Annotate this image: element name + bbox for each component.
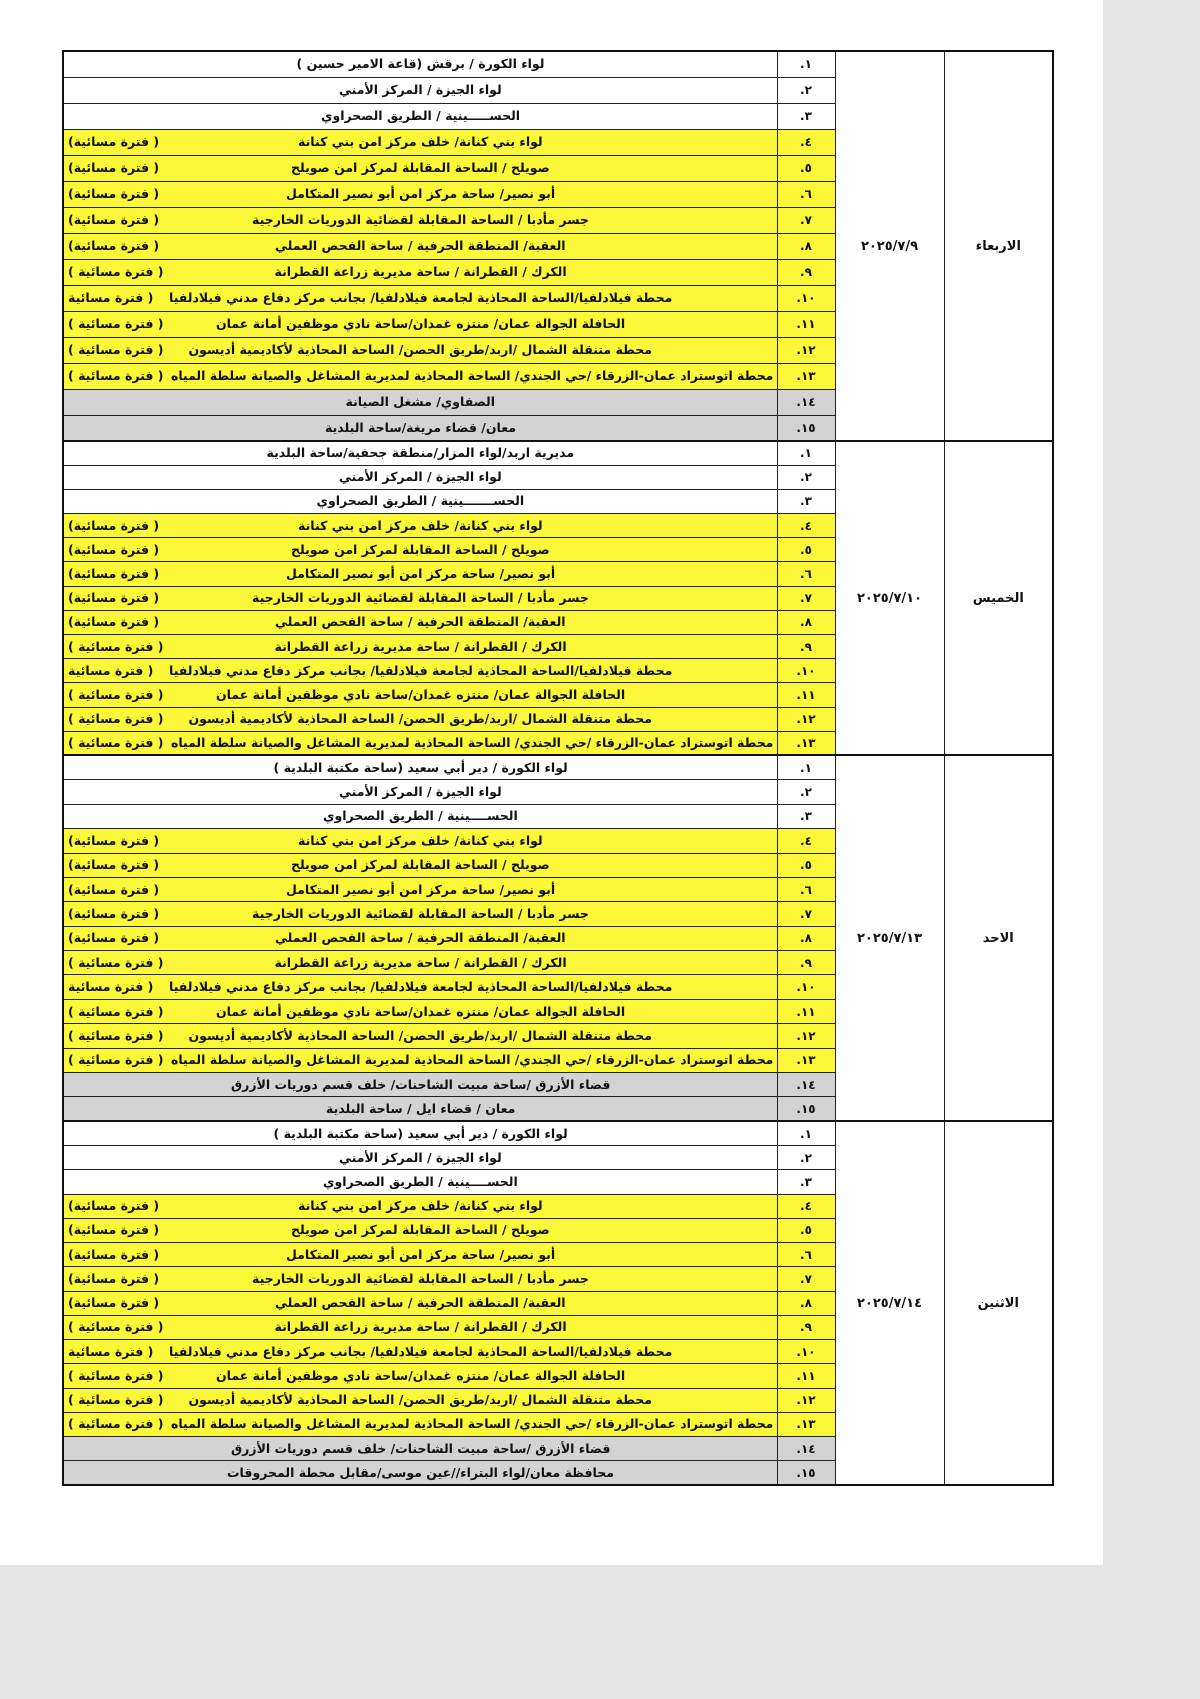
location-text: الحســـــينية / الطريق الصحراوي <box>321 107 521 123</box>
evening-period-note: ( فترة مسائية ) <box>68 1003 164 1019</box>
location-text: لواء بني كنانة/ خلف مركز امن بني كنانة <box>298 133 543 149</box>
evening-period-note: ( فترة مسائية ) <box>68 734 164 750</box>
location-cell <box>63 181 777 207</box>
location-text: صويلح / الساحة المقابلة لمركز امن صويلح <box>291 856 550 872</box>
evening-period-note: ( فترة مسائية) <box>68 1222 160 1238</box>
row-number: ٦. <box>777 562 835 586</box>
location-text: محطة فيلادلفيا/الساحة المحاذية لجامعة فيلادلفيا/ بجانب مركز دفاع مدني فيلادلفيا <box>169 662 673 678</box>
row-number: ٧. <box>777 1267 835 1291</box>
row-number: ٢. <box>777 1146 835 1170</box>
row-number: ١٠. <box>777 285 835 311</box>
location-cell <box>63 155 777 181</box>
schedule-row <box>63 441 1053 465</box>
schedule-row <box>63 1121 1053 1145</box>
date-cell: ٢٠٢٥/٧/٩ <box>835 51 944 441</box>
location-cell <box>63 1340 777 1364</box>
day-cell: الخميس <box>944 441 1053 755</box>
location-text: قضاء الأزرق /ساحة مبيت الشاحنات/ خلف قسم دوريات الأزرق <box>231 1440 611 1456</box>
location-cell <box>63 538 777 562</box>
row-number: ١٢. <box>777 1024 835 1048</box>
location-text: العقبة/ المنطقة الحرفية / ساحة الفحص العملي <box>275 614 566 630</box>
location-text: لواء الجيزة / المركز الأمني <box>339 783 502 799</box>
location-cell <box>63 586 777 610</box>
location-text: محافظة معان/لواء البتراء//عين موسى/مقابل محطة المحروقات <box>227 1464 614 1480</box>
row-number: ١٥. <box>777 1461 835 1485</box>
row-number: ١. <box>777 51 835 77</box>
evening-period-note: ( فترة مسائية) <box>68 1197 160 1213</box>
row-number: ٥. <box>777 1218 835 1242</box>
location-text: لواء الكورة / برقش (قاعة الامير حسين ) <box>296 56 545 71</box>
day-cell: الاثنين <box>944 1121 1053 1485</box>
location-text: جسر مأدبا / الساحة المقابلة لقضائية الدوريات الخارجية <box>252 1270 589 1286</box>
row-number: ١٢. <box>777 337 835 363</box>
location-cell <box>63 804 777 828</box>
evening-period-note: ( فترة مسائية) <box>68 133 160 149</box>
location-cell <box>63 311 777 337</box>
location-cell <box>63 755 777 779</box>
evening-period-note: ( فترة مسائية ) <box>68 341 164 357</box>
location-text: الحافلة الجوالة عمان/ منتزه غمدان/ساحة نادي موظفين أمانة عمان <box>216 686 626 702</box>
location-text: صويلح / الساحة المقابلة لمركز امن صويلح <box>291 541 550 557</box>
row-number: ٦. <box>777 877 835 901</box>
evening-period-note: ( فترة مسائية) <box>68 832 160 848</box>
row-number: ١٣. <box>777 1048 835 1072</box>
location-cell <box>63 1146 777 1170</box>
location-cell <box>63 1194 777 1218</box>
row-number: ١٠. <box>777 659 835 683</box>
location-cell <box>63 683 777 707</box>
location-cell <box>63 465 777 489</box>
evening-period-note: ( فترة مسائية) <box>68 1270 160 1286</box>
location-cell <box>63 1218 777 1242</box>
evening-period-note: ( فترة مسائية <box>68 1343 154 1359</box>
location-cell <box>63 1170 777 1194</box>
day-cell: الاربعاء <box>944 51 1053 441</box>
location-text: جسر مأدبا / الساحة المقابلة لقضائية الدوريات الخارجية <box>252 589 589 605</box>
evening-period-note: ( فترة مسائية ) <box>68 954 164 970</box>
location-text: الحســــينية / الطريق الصحراوي <box>323 808 518 824</box>
evening-period-note: ( فترة مسائية <box>68 978 154 994</box>
evening-period-note: ( فترة مسائية ) <box>68 1416 164 1432</box>
evening-period-note: ( فترة مسائية) <box>68 905 160 921</box>
row-number: ١١. <box>777 683 835 707</box>
location-cell <box>63 1121 777 1145</box>
row-number: ١٤. <box>777 1073 835 1097</box>
row-number: ١٠. <box>777 975 835 999</box>
location-text: لواء الجيزة / المركز الأمني <box>339 81 502 97</box>
location-cell <box>63 1437 777 1461</box>
location-text: لواء بني كنانة/ خلف مركز امن بني كنانة <box>298 832 543 848</box>
location-text: العقبة/ المنطقة الحرفية / ساحة الفحص العملي <box>275 1294 566 1310</box>
location-text: الكرك / القطرانة / ساحة مديرية زراعة القطرانة <box>274 638 567 654</box>
date-cell: ٢٠٢٥/٧/١٠ <box>835 441 944 755</box>
location-cell <box>63 1073 777 1097</box>
day-cell: الاحد <box>944 755 1053 1121</box>
row-number: ١. <box>777 1121 835 1145</box>
evening-period-note: ( فترة مسائية ) <box>68 263 164 279</box>
location-cell <box>63 1461 777 1485</box>
row-number: ٢. <box>777 780 835 804</box>
location-text: لواء الجيزة / المركز الأمني <box>339 469 502 485</box>
location-text: محطة اتوستراد عمان-الزرقاء /حي الجندي/ الساحة المحاذية لمديرية المشاغل والصيانة سلطة المياه <box>171 1416 774 1432</box>
location-text: جسر مأدبا / الساحة المقابلة لقضائية الدوريات الخارجية <box>252 905 589 921</box>
evening-period-note: ( فترة مسائية <box>68 289 154 305</box>
row-number: ١٥. <box>777 1097 835 1121</box>
location-cell <box>63 1412 777 1436</box>
location-cell <box>63 514 777 538</box>
location-text: أبو نصير/ ساحة مركز امن أبو نصير المتكامل <box>286 565 556 581</box>
location-cell <box>63 103 777 129</box>
location-text: أبو نصير/ ساحة مركز امن أبو نصير المتكامل <box>286 185 556 201</box>
evening-period-note: ( فترة مسائية ) <box>68 367 164 383</box>
location-cell <box>63 853 777 877</box>
location-cell <box>63 635 777 659</box>
row-number: ٣. <box>777 1170 835 1194</box>
schedule-row <box>63 755 1053 779</box>
location-cell <box>63 610 777 634</box>
row-number: ٩. <box>777 1315 835 1339</box>
row-number: ٨. <box>777 233 835 259</box>
location-text: الحســـــــينية / الطريق الصحراوي <box>316 493 525 509</box>
evening-period-note: ( فترة مسائية) <box>68 565 160 581</box>
location-cell <box>63 337 777 363</box>
location-text: صويلح / الساحة المقابلة لمركز امن صويلح <box>291 1222 550 1238</box>
location-cell <box>63 829 777 853</box>
location-cell <box>63 51 777 77</box>
location-text: لواء الجيزة / المركز الأمني <box>339 1149 502 1165</box>
row-number: ٦. <box>777 181 835 207</box>
row-number: ٨. <box>777 926 835 950</box>
evening-period-note: ( فترة مسائية) <box>68 517 160 533</box>
location-text: الحافلة الجوالة عمان/ منتزه غمدان/ساحة نادي موظفين أمانة عمان <box>216 1367 626 1383</box>
evening-period-note: ( فترة مسائية ) <box>68 1367 164 1383</box>
location-cell <box>63 999 777 1023</box>
row-number: ٤. <box>777 514 835 538</box>
row-number: ١١. <box>777 999 835 1023</box>
location-cell <box>63 207 777 233</box>
location-text: محطة فيلادلفيا/الساحة المحاذية لجامعة فيلادلفيا/ بجانب مركز دفاع مدني فيلادلفيا <box>169 1343 673 1359</box>
row-number: ١٤. <box>777 389 835 415</box>
location-cell <box>63 1315 777 1339</box>
location-text: محطة اتوستراد عمان-الزرقاء /حي الجندي/ الساحة المحاذية لمديرية المشاغل والصيانة سلطة المياه <box>171 1052 774 1068</box>
location-text: الحافلة الجوالة عمان/ منتزه غمدان/ساحة نادي موظفين أمانة عمان <box>216 315 626 331</box>
location-cell <box>63 1097 777 1121</box>
row-number: ٤. <box>777 829 835 853</box>
location-cell <box>63 363 777 389</box>
schedule-body <box>63 51 1053 1485</box>
location-cell <box>63 415 777 441</box>
location-text: لواء بني كنانة/ خلف مركز امن بني كنانة <box>298 1197 543 1213</box>
evening-period-note: ( فترة مسائية ) <box>68 638 164 654</box>
location-text: العقبة/ المنطقة الحرفية / ساحة الفحص العملي <box>275 930 566 946</box>
location-text: لواء الكورة / دير أبي سعيد (ساحة مكتبة البلدية ) <box>273 1125 568 1141</box>
location-cell <box>63 1267 777 1291</box>
row-number: ١١. <box>777 1364 835 1388</box>
row-number: ٨. <box>777 610 835 634</box>
location-text: الكرك / القطرانة / ساحة مديرية زراعة القطرانة <box>274 954 567 970</box>
evening-period-note: ( فترة مسائية) <box>68 211 160 227</box>
location-cell <box>63 707 777 731</box>
location-text: العقبة/ المنطقة الحرفية / ساحة الفحص العملي <box>275 237 566 253</box>
location-text: أبو نصير/ ساحة مركز امن أبو نصير المتكامل <box>286 881 556 897</box>
row-number: ١٥. <box>777 415 835 441</box>
location-text: الكرك / القطرانة / ساحة مديرية زراعة القطرانة <box>274 1319 567 1335</box>
location-cell <box>63 1291 777 1315</box>
location-cell <box>63 975 777 999</box>
row-number: ٥. <box>777 155 835 181</box>
row-number: ١٤. <box>777 1437 835 1461</box>
row-number: ٧. <box>777 586 835 610</box>
date-cell: ٢٠٢٥/٧/١٤ <box>835 1121 944 1485</box>
location-text: قضاء الأزرق /ساحة مبيت الشاحنات/ خلف قسم دوريات الأزرق <box>231 1076 611 1092</box>
location-cell <box>63 1364 777 1388</box>
row-number: ١٣. <box>777 363 835 389</box>
location-cell <box>63 780 777 804</box>
location-text: لواء الكورة / دير أبي سعيد (ساحة مكتبة البلدية ) <box>273 759 568 775</box>
location-cell <box>63 129 777 155</box>
evening-period-note: ( فترة مسائية ) <box>68 315 164 331</box>
row-number: ٣. <box>777 804 835 828</box>
location-cell <box>63 1048 777 1072</box>
evening-period-note: ( فترة مسائية) <box>68 881 160 897</box>
location-cell <box>63 285 777 311</box>
location-text: صويلح / الساحة المقابلة لمركز امن صويلح <box>291 159 550 175</box>
evening-period-note: ( فترة مسائية ) <box>68 1391 164 1407</box>
evening-period-note: ( فترة مسائية ) <box>68 710 164 726</box>
row-number: ٧. <box>777 902 835 926</box>
row-number: ٥. <box>777 853 835 877</box>
row-number: ٢. <box>777 77 835 103</box>
evening-period-note: ( فترة مسائية) <box>68 614 160 630</box>
row-number: ١٠. <box>777 1340 835 1364</box>
row-number: ٩. <box>777 259 835 285</box>
row-number: ١. <box>777 441 835 465</box>
location-cell <box>63 1243 777 1267</box>
location-text: معان / قضاء ايل / ساحة البلدية <box>326 1100 516 1116</box>
row-number: ١١. <box>777 311 835 337</box>
location-text: لواء بني كنانة/ خلف مركز امن بني كنانة <box>298 517 543 533</box>
location-cell <box>63 77 777 103</box>
row-number: ١٢. <box>777 1388 835 1412</box>
row-number: ٣. <box>777 489 835 513</box>
row-number: ٤. <box>777 129 835 155</box>
row-number: ٨. <box>777 1291 835 1315</box>
row-number: ٩. <box>777 635 835 659</box>
evening-period-note: ( فترة مسائية ) <box>68 1052 164 1068</box>
evening-period-note: ( فترة مسائية <box>68 662 154 678</box>
location-text: أبو نصير/ ساحة مركز امن أبو نصير المتكامل <box>286 1246 556 1262</box>
row-number: ١٣. <box>777 731 835 755</box>
location-text: محطة فيلادلفيا/الساحة المحاذية لجامعة فيلادلفيا/ بجانب مركز دفاع مدني فيلادلفيا <box>169 289 673 305</box>
evening-period-note: ( فترة مسائية) <box>68 237 160 253</box>
location-text: الحســــينية / الطريق الصحراوي <box>323 1173 518 1189</box>
row-number: ١. <box>777 755 835 779</box>
location-text: محطة متنقلة الشمال /اربد/طريق الحصن/ الساحة المحاذية لأكاديمية أديسون <box>188 1027 653 1043</box>
location-text: مديرية اربد/لواء المزار/منطقة جحفية/ساحة البلدية <box>266 445 575 461</box>
evening-period-note: ( فترة مسائية ) <box>68 1319 164 1335</box>
location-text: محطة متنقلة الشمال /اربد/طريق الحصن/ الساحة المحاذية لأكاديمية أديسون <box>188 1391 653 1407</box>
location-text: محطة اتوستراد عمان-الزرقاء /حي الجندي/ الساحة المحاذية لمديرية المشاغل والصيانة سلطة المياه <box>171 367 774 383</box>
evening-period-note: ( فترة مسائية) <box>68 1246 160 1262</box>
location-text: محطة متنقلة الشمال /اربد/طريق الحصن/ الساحة المحاذية لأكاديمية أديسون <box>188 341 653 357</box>
schedule-row <box>63 51 1053 77</box>
location-cell <box>63 489 777 513</box>
row-number: ٦. <box>777 1243 835 1267</box>
location-cell <box>63 389 777 415</box>
location-text: محطة اتوستراد عمان-الزرقاء /حي الجندي/ الساحة المحاذية لمديرية المشاغل والصيانة سلطة المياه <box>171 734 774 750</box>
location-cell <box>63 441 777 465</box>
location-text: محطة متنقلة الشمال /اربد/طريق الحصن/ الساحة المحاذية لأكاديمية أديسون <box>188 710 653 726</box>
evening-period-note: ( فترة مسائية) <box>68 1294 160 1310</box>
row-number: ٧. <box>777 207 835 233</box>
evening-period-note: ( فترة مسائية) <box>68 589 160 605</box>
evening-period-note: ( فترة مسائية) <box>68 159 160 175</box>
location-text: معان/ قضاء مريغة/ساحة البلدية <box>325 419 517 435</box>
location-cell <box>63 902 777 926</box>
location-cell <box>63 259 777 285</box>
date-cell: ٢٠٢٥/٧/١٣ <box>835 755 944 1121</box>
row-number: ١٢. <box>777 707 835 731</box>
location-cell <box>63 659 777 683</box>
location-cell <box>63 877 777 901</box>
location-text: الكرك / القطرانة / ساحة مديرية زراعة القطرانة <box>274 263 567 279</box>
evening-period-note: ( فترة مسائية) <box>68 930 160 946</box>
row-number: ٢. <box>777 465 835 489</box>
location-cell <box>63 731 777 755</box>
location-cell <box>63 1388 777 1412</box>
location-cell <box>63 926 777 950</box>
location-text: الصفاوي/ مشغل الصيانة <box>345 393 496 409</box>
row-number: ٥. <box>777 538 835 562</box>
location-text: جسر مأدبا / الساحة المقابلة لقضائية الدوريات الخارجية <box>252 211 589 227</box>
location-text: محطة فيلادلفيا/الساحة المحاذية لجامعة فيلادلفيا/ بجانب مركز دفاع مدني فيلادلفيا <box>169 978 673 994</box>
row-number: ١٣. <box>777 1412 835 1436</box>
row-number: ٩. <box>777 951 835 975</box>
evening-period-note: ( فترة مسائية ) <box>68 1027 164 1043</box>
location-text: الحافلة الجوالة عمان/ منتزه غمدان/ساحة نادي موظفين أمانة عمان <box>216 1003 626 1019</box>
evening-period-note: ( فترة مسائية) <box>68 185 160 201</box>
location-cell <box>63 1024 777 1048</box>
schedule-table <box>62 50 1054 1486</box>
location-cell <box>63 233 777 259</box>
location-cell <box>63 562 777 586</box>
evening-period-note: ( فترة مسائية ) <box>68 686 164 702</box>
evening-period-note: ( فترة مسائية) <box>68 541 160 557</box>
evening-period-note: ( فترة مسائية) <box>68 856 160 872</box>
row-number: ٤. <box>777 1194 835 1218</box>
row-number: ٣. <box>777 103 835 129</box>
location-cell <box>63 951 777 975</box>
